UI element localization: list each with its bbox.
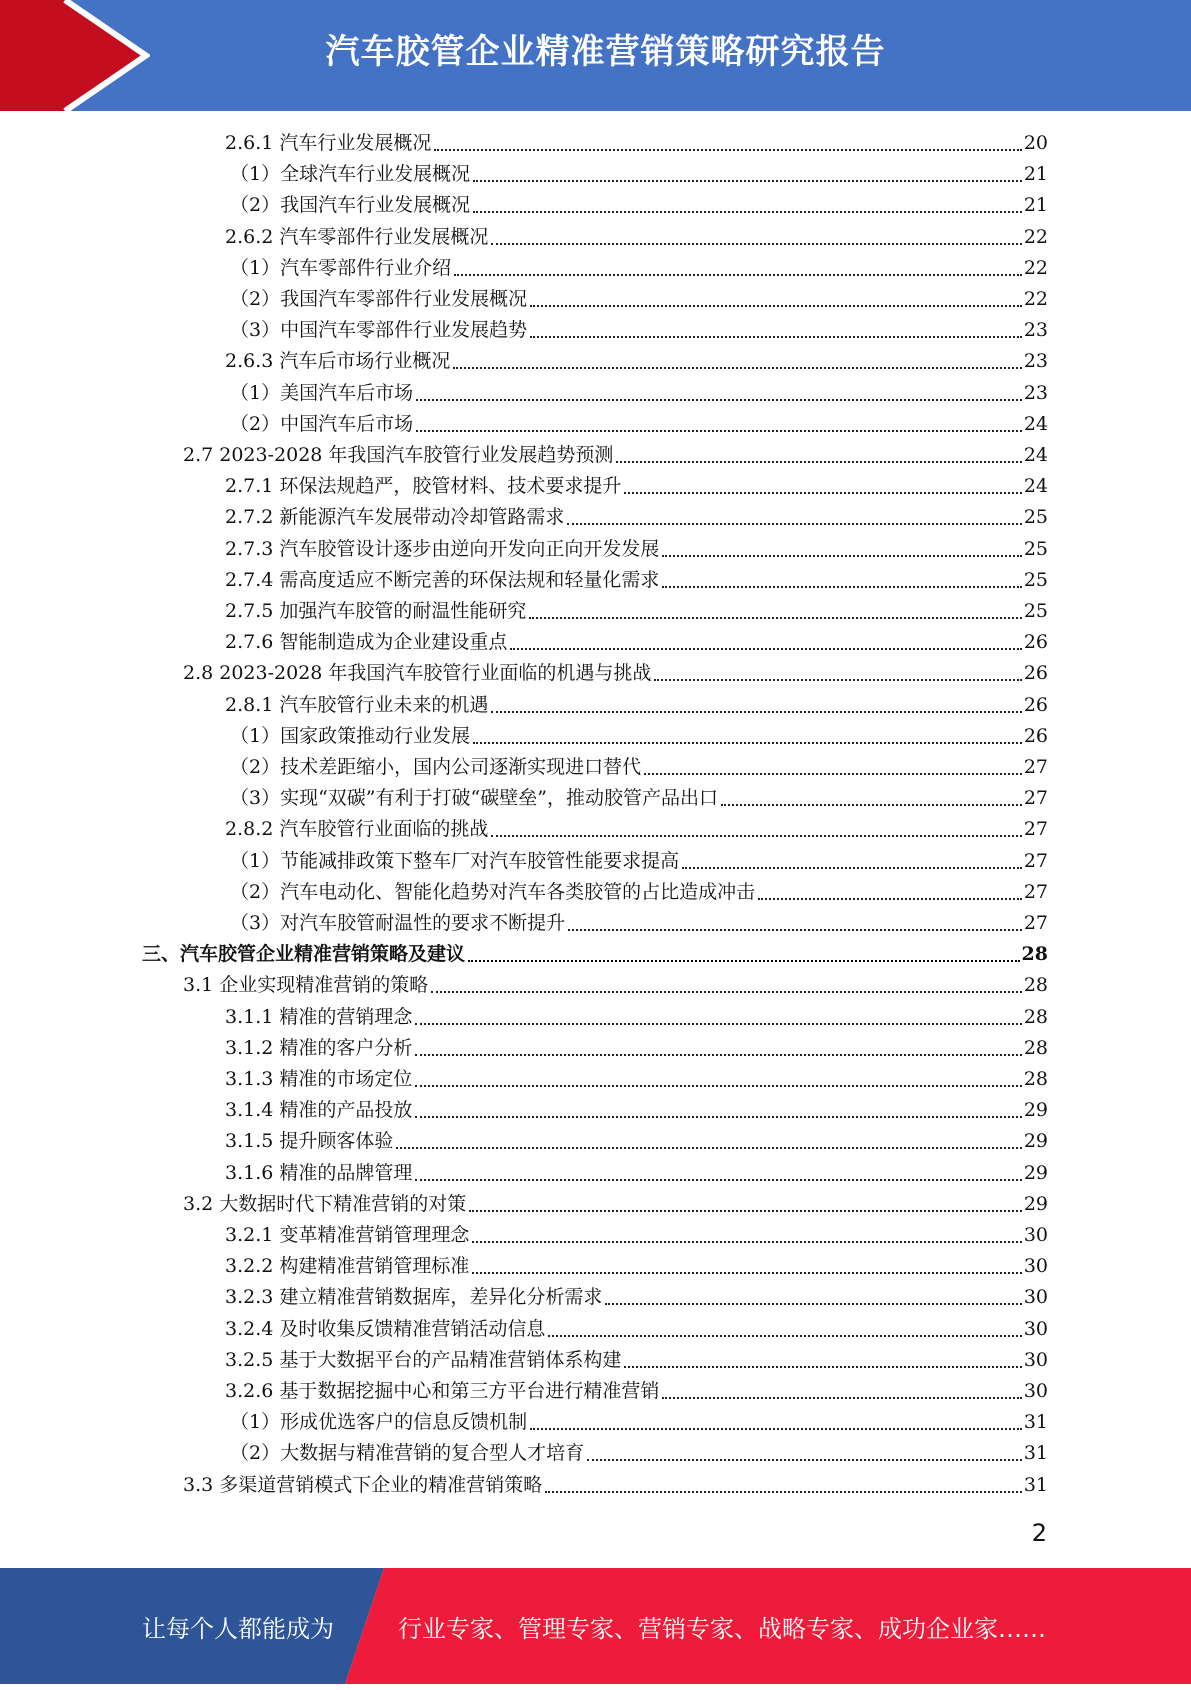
toc-entry[interactable] <box>225 1126 1048 1157</box>
dot-leader <box>662 586 1021 588</box>
toc-entry-label: 2.7.2 新能源汽车发展带动冷却管路需求 <box>225 506 565 529</box>
toc-entry[interactable] <box>183 440 1048 471</box>
dot-leader <box>721 804 1022 806</box>
toc-entry-label: 2.7.5 加强汽车胶管的耐温性能研究 <box>225 600 527 622</box>
toc-entry-page: 31 <box>1023 1411 1048 1434</box>
toc-entry[interactable] <box>225 690 1048 721</box>
toc-entry-page: 25 <box>1023 600 1048 622</box>
toc-entry-page: 25 <box>1023 568 1048 591</box>
toc-entry[interactable] <box>225 1345 1048 1376</box>
dot-leader <box>529 617 1021 619</box>
toc-entry-page: 27 <box>1023 756 1048 778</box>
dot-leader <box>644 773 1022 775</box>
toc-entry[interactable] <box>230 284 1048 315</box>
dot-leader <box>415 1179 1021 1181</box>
toc-entry[interactable] <box>225 534 1048 565</box>
toc-entry-label: 3.1.2 精准的客户分析 <box>225 1036 413 1059</box>
toc-entry[interactable] <box>230 908 1048 939</box>
toc-entry[interactable] <box>183 1189 1048 1220</box>
toc-entry[interactable] <box>230 190 1048 221</box>
toc-entry-label: 2.8.1 汽车胶管行业未来的机遇 <box>225 693 489 716</box>
toc-entry-page: 27 <box>1023 818 1048 841</box>
dot-leader <box>396 1147 1021 1149</box>
toc-entry[interactable] <box>225 565 1048 596</box>
toc-entry[interactable] <box>225 471 1048 502</box>
toc-entry-page: 24 <box>1023 475 1048 498</box>
dot-leader <box>616 461 1021 463</box>
page-number: 2 <box>1031 1519 1047 1547</box>
toc-entry-label: 3.2 大数据时代下精准营销的对策 <box>183 1192 467 1215</box>
toc-entry[interactable] <box>225 596 1048 627</box>
dot-leader <box>545 1491 1022 1493</box>
toc-entry[interactable] <box>230 721 1048 752</box>
dot-leader <box>415 1085 1021 1087</box>
toc-entry-page: 29 <box>1023 1130 1048 1153</box>
toc-entry-page: 28 <box>1023 1068 1048 1090</box>
toc-entry-label: （1）美国汽车后市场 <box>230 381 414 404</box>
toc-entry-page: 22 <box>1023 225 1048 248</box>
dot-leader <box>530 336 1022 338</box>
toc-entry-page: 31 <box>1023 1442 1048 1465</box>
toc-entry[interactable] <box>225 1002 1048 1033</box>
toc-entry-label: （2）我国汽车行业发展概况 <box>230 194 471 217</box>
toc-entry[interactable] <box>225 1158 1048 1189</box>
toc-entry-page: 27 <box>1023 880 1048 903</box>
toc-entry-label: （3）对汽车胶管耐温性的要求不断提升 <box>230 912 566 934</box>
toc-entry[interactable] <box>225 222 1048 253</box>
dot-leader <box>530 305 1022 307</box>
toc-entry[interactable] <box>225 128 1048 159</box>
toc-entry-page: 31 <box>1023 1473 1048 1496</box>
toc-entry[interactable] <box>183 658 1048 689</box>
toc-entry-page: 20 <box>1023 132 1048 154</box>
footer-slogan-left: 让每个人都能成为 <box>142 1615 334 1643</box>
toc-entry-page: 25 <box>1023 506 1048 529</box>
toc-entry-page: 30 <box>1023 1286 1048 1309</box>
toc-entry-page: 23 <box>1023 350 1048 373</box>
toc-entry-label: （2）汽车电动化、智能化趋势对汽车各类胶管的占比造成冲击 <box>230 880 756 903</box>
toc-entry-label: （3）实现“双碳”有利于打破“碳壁垒”，推动胶管产品出口 <box>230 787 718 810</box>
toc-entry-label: 3.1.4 精准的产品投放 <box>225 1099 413 1122</box>
toc-entry-page: 26 <box>1023 724 1048 747</box>
toc-entry-page: 27 <box>1023 787 1048 810</box>
dot-leader <box>472 1272 1021 1274</box>
toc-entry-page: 29 <box>1023 1161 1048 1184</box>
toc-entry[interactable] <box>225 1064 1048 1095</box>
dot-leader <box>416 430 1022 432</box>
toc-entry-page: 30 <box>1023 1255 1048 1278</box>
dot-leader <box>431 991 1022 993</box>
toc-entry-label: 3.2.1 变革精准营销管理理念 <box>225 1224 470 1246</box>
toc-entry-label: 3.2.3 建立精准营销数据库，差异化分析需求 <box>225 1286 603 1309</box>
dot-leader <box>454 274 1022 276</box>
toc-entry-label: （1）节能减排政策下整车厂对汽车胶管性能要求提高 <box>230 849 680 872</box>
dot-leader <box>434 149 1021 151</box>
toc-entry-page: 23 <box>1023 381 1048 404</box>
toc-entry-page: 25 <box>1023 537 1048 560</box>
toc-entry-label: 3.2.5 基于大数据平台的产品精准营销体系构建 <box>225 1348 622 1371</box>
dot-leader <box>415 1023 1021 1025</box>
toc-entry-label: （1）全球汽车行业发展概况 <box>230 163 471 186</box>
dot-leader <box>491 711 1021 713</box>
toc-entry-label: （2）我国汽车零部件行业发展概况 <box>230 288 528 310</box>
toc-entry-label: （2）中国汽车后市场 <box>230 412 414 435</box>
toc-entry-page: 21 <box>1023 194 1048 217</box>
toc-entry-label: （1）汽车零部件行业介绍 <box>230 256 452 279</box>
toc-entry[interactable] <box>230 253 1048 284</box>
toc-entry-label: 3.1.6 精准的品牌管理 <box>225 1161 413 1184</box>
toc-entry-label: （1）形成优选客户的信息反馈机制 <box>230 1411 528 1434</box>
page-footer <box>0 1568 1191 1684</box>
toc-entry-page: 30 <box>1023 1348 1048 1371</box>
toc-entry-page: 22 <box>1023 256 1048 279</box>
toc-entry-label: 2.7.1 环保法规趋严，胶管材料、技术要求提升 <box>225 475 622 498</box>
dot-leader <box>491 243 1021 245</box>
toc-entry[interactable] <box>225 1314 1048 1345</box>
dot-leader <box>587 1459 1022 1461</box>
dot-leader <box>468 960 1020 962</box>
toc-entry-label: 3.1.1 精准的营销理念 <box>225 1005 413 1028</box>
toc-entry[interactable] <box>225 1282 1048 1313</box>
toc-entry[interactable] <box>225 1220 1048 1251</box>
dot-leader <box>654 679 1021 681</box>
toc-entry-page: 28 <box>1023 1005 1048 1028</box>
dot-leader <box>510 648 1021 650</box>
toc-entry-page: 28 <box>1023 1036 1048 1059</box>
toc-entry[interactable] <box>225 346 1048 377</box>
toc-entry[interactable] <box>230 1438 1048 1469</box>
dot-leader <box>548 1335 1021 1337</box>
toc-entry-page: 28 <box>1023 974 1048 997</box>
footer-slogan-right: 行业专家、管理专家、营销专家、战略专家、成功企业家…… <box>398 1615 1046 1643</box>
toc-entry-label: （2）技术差距缩小，国内公司逐渐实现进口替代 <box>230 756 642 778</box>
dot-leader <box>662 555 1021 557</box>
dot-leader <box>624 492 1021 494</box>
dot-leader <box>415 1116 1021 1118</box>
dot-leader <box>662 1397 1021 1399</box>
dot-leader <box>567 523 1021 525</box>
dot-leader <box>530 1428 1022 1430</box>
toc-entry[interactable] <box>225 502 1048 533</box>
toc-entry-label: 2.6.2 汽车零部件行业发展概况 <box>225 225 489 248</box>
dot-leader <box>416 399 1022 401</box>
toc-entry[interactable] <box>225 627 1048 658</box>
dot-leader <box>758 898 1022 900</box>
toc-entry[interactable] <box>183 970 1048 1001</box>
toc-entry[interactable] <box>225 1251 1048 1282</box>
toc-entry-label: 2.7.6 智能制造成为企业建设重点 <box>225 631 508 654</box>
dot-leader <box>605 1303 1021 1305</box>
toc-entry-label: （2）大数据与精准营销的复合型人才培育 <box>230 1442 585 1465</box>
toc-entry-label: 2.7.3 汽车胶管设计逐步由逆向开发向正向开发发展 <box>225 537 660 560</box>
toc-entry-page: 27 <box>1023 849 1048 872</box>
dot-leader <box>473 211 1022 213</box>
dot-leader <box>568 929 1022 931</box>
toc-entry-label: 3.2.4 及时收集反馈精准营销活动信息 <box>225 1317 546 1340</box>
toc-entry-page: 29 <box>1023 1099 1048 1122</box>
page-header <box>0 0 1191 111</box>
toc-entry-label: （1）国家政策推动行业发展 <box>230 724 471 747</box>
toc-entry-page: 27 <box>1023 912 1048 934</box>
toc-entry[interactable] <box>230 159 1048 190</box>
toc-entry[interactable] <box>230 1407 1048 1438</box>
toc-entry-label: 2.7.4 需高度适应不断完善的环保法规和轻量化需求 <box>225 568 660 591</box>
toc-entry[interactable] <box>230 409 1048 440</box>
toc-entry-page: 28 <box>1021 943 1048 966</box>
toc-entry[interactable] <box>230 378 1048 409</box>
dot-leader <box>469 1210 1022 1212</box>
toc-entry-label: 3.1.5 提升顾客体验 <box>225 1130 394 1153</box>
toc-entry[interactable] <box>183 1470 1048 1501</box>
dot-leader <box>491 835 1021 837</box>
toc-entry[interactable] <box>225 1376 1048 1407</box>
toc-entry-label: 2.8.2 汽车胶管行业面临的挑战 <box>225 818 489 841</box>
report-title: 汽车胶管企业精准营销策略研究报告 <box>325 32 886 72</box>
toc-entry-page: 30 <box>1023 1317 1048 1340</box>
toc-entry[interactable] <box>225 814 1048 845</box>
toc-entry-label: 2.7 2023-2028 年我国汽车胶管行业发展趋势预测 <box>183 444 614 466</box>
dot-leader <box>472 1241 1021 1243</box>
toc-entry[interactable] <box>230 315 1048 346</box>
toc-entry-page: 29 <box>1023 1192 1048 1215</box>
toc-entry-page: 21 <box>1023 163 1048 186</box>
toc-entry-page: 26 <box>1023 662 1048 685</box>
toc-entry-label: 三、汽车胶管企业精准营销策略及建议 <box>142 943 466 966</box>
toc-entry[interactable] <box>230 846 1048 877</box>
toc-entry-label: 3.1 企业实现精准营销的策略 <box>183 974 429 997</box>
toc-entry-label: 3.1.3 精准的市场定位 <box>225 1068 413 1090</box>
toc-entry[interactable] <box>230 877 1048 908</box>
dot-leader <box>682 867 1022 869</box>
dot-leader <box>453 367 1021 369</box>
toc-entry-label: 2.6.3 汽车后市场行业概况 <box>225 350 451 373</box>
toc-entry-page: 30 <box>1023 1224 1048 1246</box>
toc-entry[interactable] <box>230 752 1048 783</box>
toc-entry-page: 30 <box>1023 1380 1048 1402</box>
toc-entry[interactable] <box>230 783 1048 814</box>
dot-leader <box>473 180 1022 182</box>
toc-entry-label: 2.6.1 汽车行业发展概况 <box>225 132 432 154</box>
dot-leader <box>473 742 1022 744</box>
toc-entry-label: 3.3 多渠道营销模式下企业的精准营销策略 <box>183 1473 543 1496</box>
toc-entry-label: 3.2.2 构建精准营销管理标准 <box>225 1255 470 1278</box>
dot-leader <box>415 1054 1021 1056</box>
dot-leader <box>624 1366 1021 1368</box>
toc-entry-page: 24 <box>1023 412 1048 435</box>
toc-entry-page: 26 <box>1023 693 1048 716</box>
toc-entry[interactable] <box>142 939 1048 970</box>
toc-entry-page: 24 <box>1023 444 1048 466</box>
toc-entry[interactable] <box>225 1033 1048 1064</box>
toc-entry[interactable] <box>225 1095 1048 1126</box>
toc-entry-page: 23 <box>1023 319 1048 342</box>
toc-entry-label: 2.8 2023-2028 年我国汽车胶管行业面临的机遇与挑战 <box>183 662 652 685</box>
toc-entry-page: 26 <box>1023 631 1048 654</box>
toc-entry-label: （3）中国汽车零部件行业发展趋势 <box>230 319 528 342</box>
toc-entry-label: 3.2.6 基于数据挖掘中心和第三方平台进行精准营销 <box>225 1380 660 1402</box>
toc-entry-page: 22 <box>1023 288 1048 310</box>
